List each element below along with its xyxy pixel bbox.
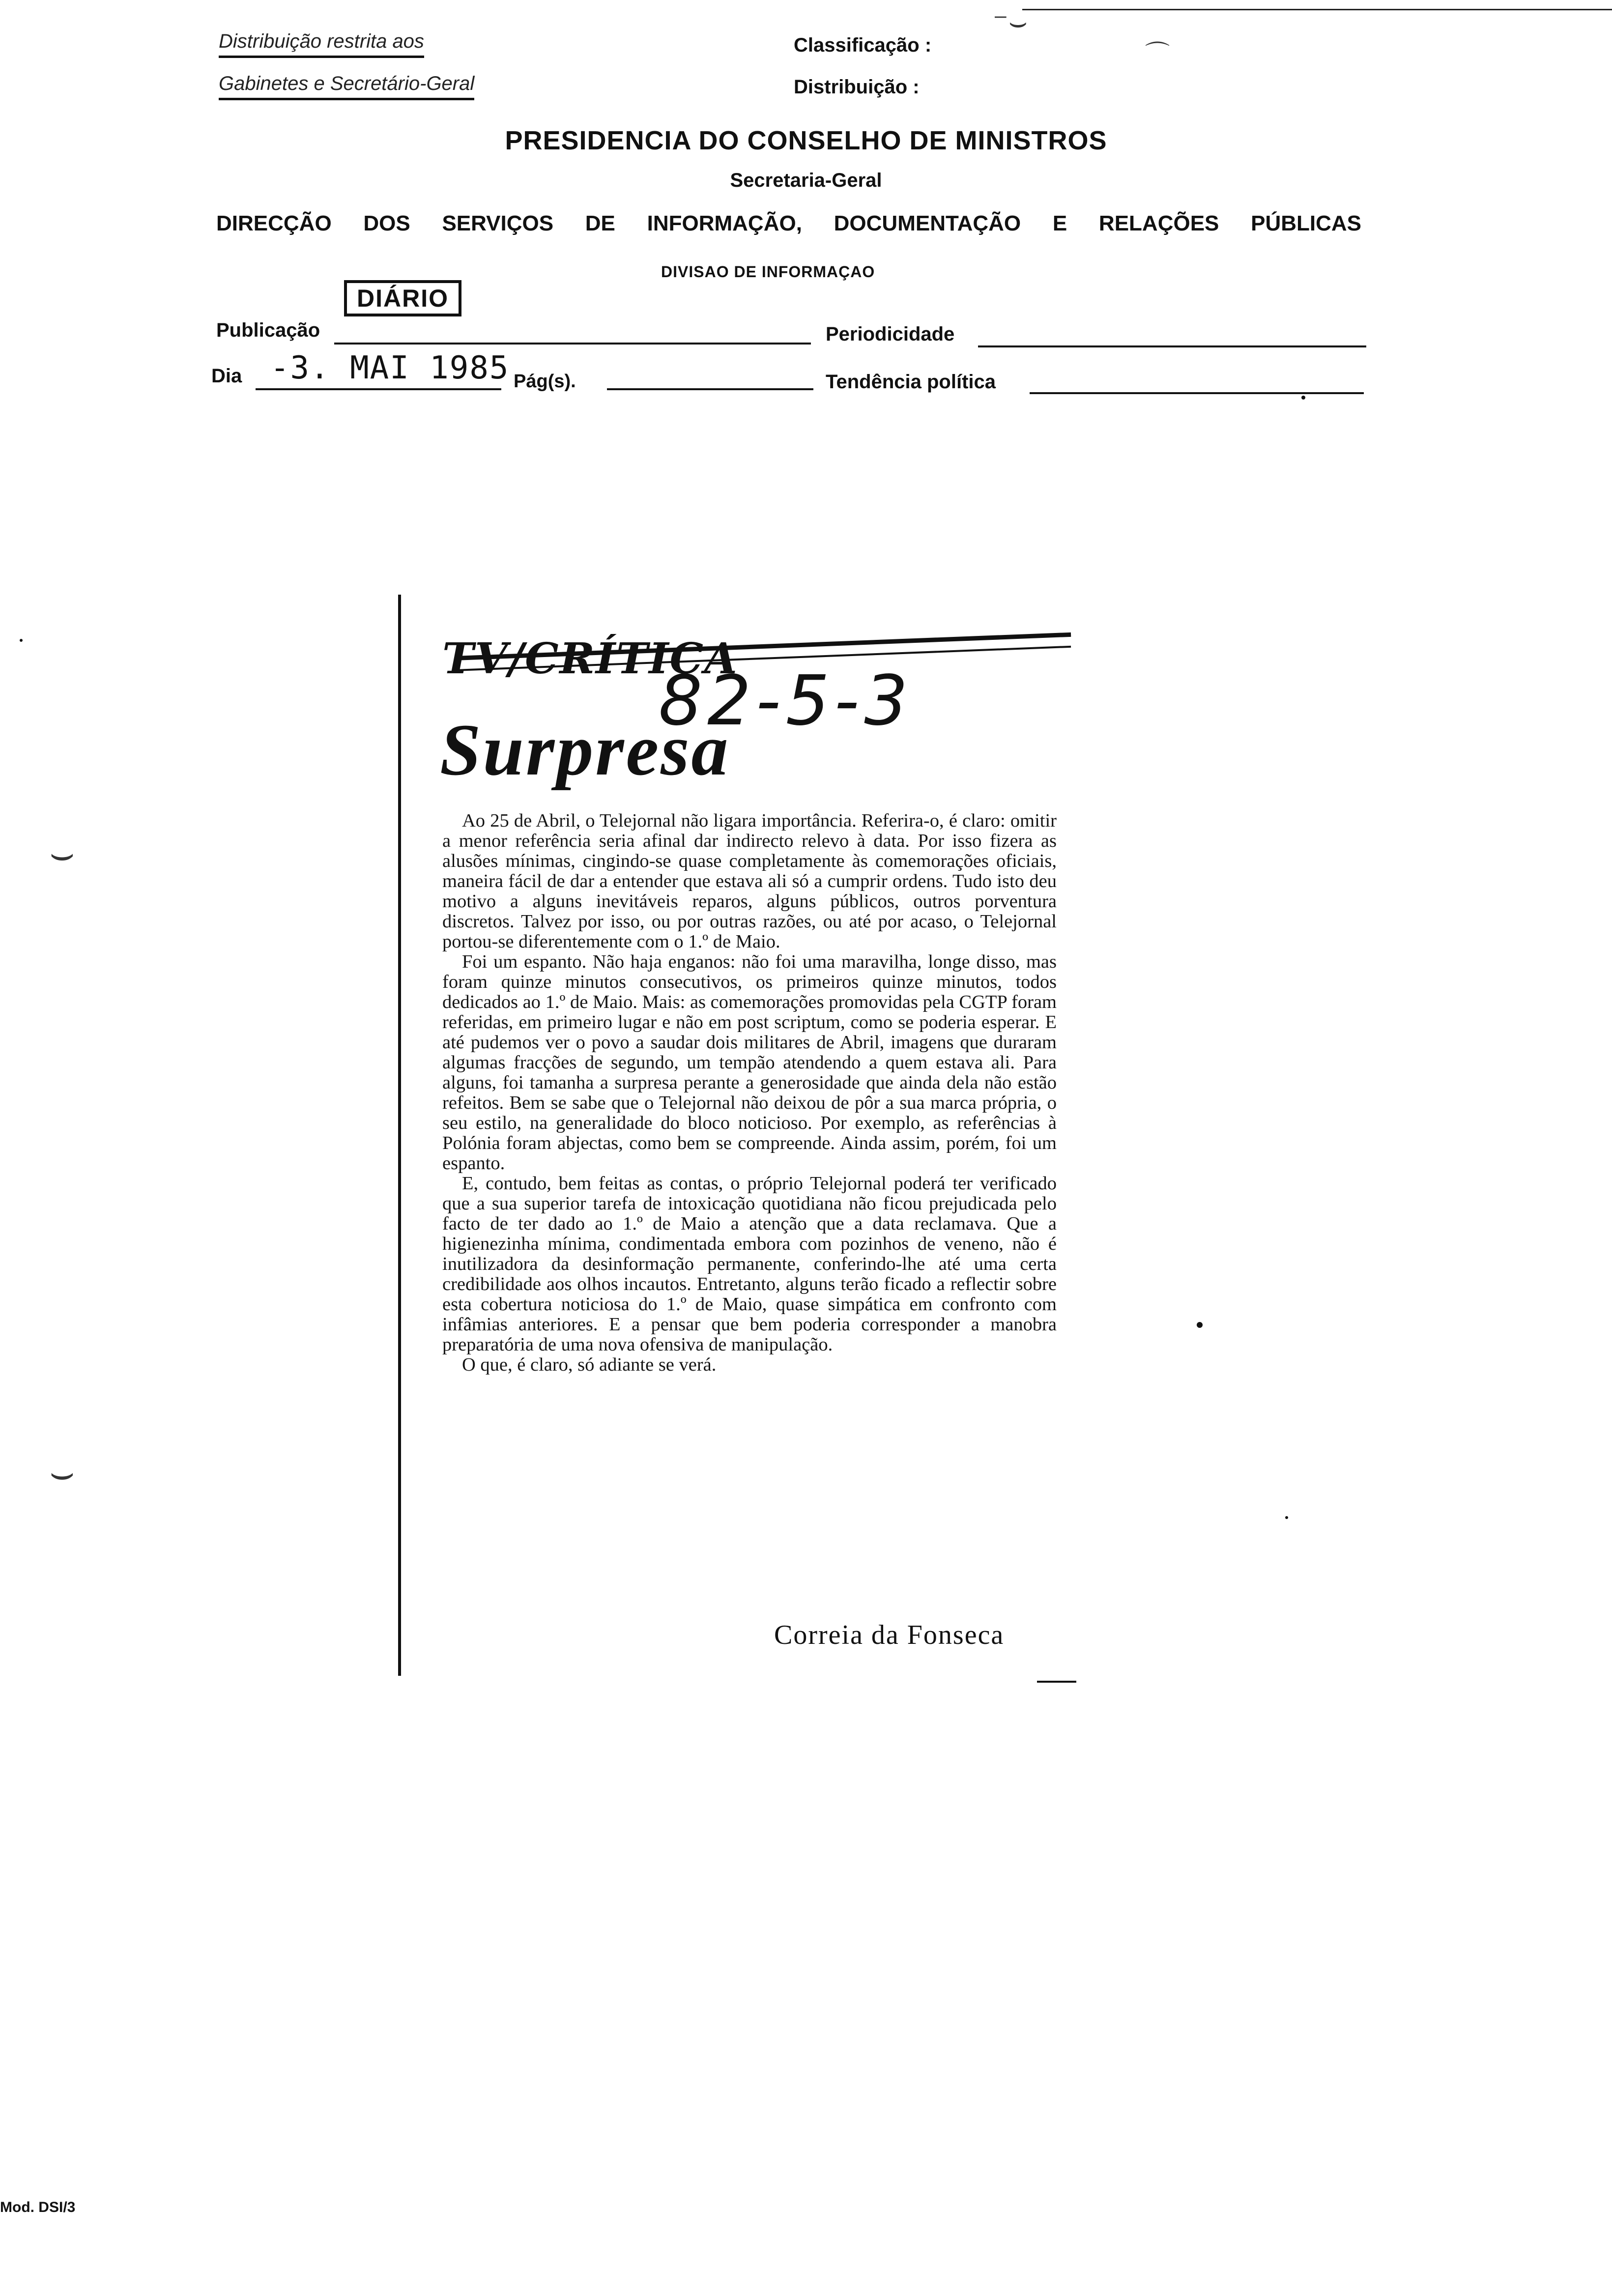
distribution-restriction-line1 <box>219 30 424 58</box>
pages-fill-line <box>607 388 813 390</box>
article-kicker: TV/CRÍTICA <box>442 634 738 684</box>
periodicity-fill-line <box>978 345 1366 347</box>
page-subtitle: Secretaria-Geral <box>730 170 882 191</box>
ink-mark: ⌒ <box>1145 40 1170 68</box>
day-value-stamp: -3. MAI 1985 <box>270 350 510 386</box>
punch-hole-mark: ⌣ <box>49 831 75 875</box>
periodicity-label: Periodicidade <box>826 323 955 345</box>
article-paragraph: Ao 25 de Abril, o Telejornal não ligara importância. Referira-o, é claro: omitir a menor referência seria afinal dar indirecto relevo à data. Por isso fizera as alusões mínimas, cingindo-se quase completamente às comemorações oficiais, maneira fácil de dar a entender que estava ali só a cumprir ordens. Tudo isto deu motivo a alguns inevitáveis reparos, alguns públicos, outros porventura discretos. Talvez por isso, ou por outras razões, ou até por acaso, o Telejornal portou-se diferentemente com o 1.º de Maio. <box>442 810 1057 952</box>
ink-dot <box>1301 396 1305 400</box>
article-paragraph: O que, é claro, só adiante se verá. <box>462 1354 717 1375</box>
clipping-left-border <box>398 595 401 1676</box>
distribution-label: Distribuição : <box>794 76 920 98</box>
article-headline: Surpresa <box>440 709 730 791</box>
underline <box>219 98 474 100</box>
classification-label: Classificação : <box>794 34 932 56</box>
article-end-rule <box>1037 1681 1076 1683</box>
form-code: Mod. DSI/3 <box>0 2199 76 2215</box>
article-paragraph: Foi um espanto. Não haja enganos: não foi uma maravilha, longe disso, mas foram quinze minutos consecutivos, os primeiros quinze minutos, todos dedicados ao 1.º de Maio. Mais: as comemorações promovidas pela CGTP foram referidas, em primeiro lugar e não em post scriptum, como se poderia esperar. E até pudemos ver o povo a saudar dois militares de Abril, imagens que duraram algumas fracções de segundo, um tempão atendendo a quem estava ali. Para alguns, foi tamanha a surpresa perante a generosidade que ainda dela não estão refeitos. Bem se sabe que o Telejornal não deixou de pôr a sua marca própria, o seu estilo, na generalidade do bloco noticioso. Por exemplo, as referências à Polónia foram abjectas, como bem se compreende. Ainda assim, porém, foi um espanto. <box>442 951 1057 1174</box>
article-body <box>442 811 1057 1375</box>
division-line: DIVISAO DE INFORMAÇAO <box>661 263 875 281</box>
publication-fill-line <box>334 343 811 344</box>
political-tendency-label: Tendência política <box>826 371 996 393</box>
page-title: PRESIDENCIA DO CONSELHO DE MINISTROS <box>505 126 1107 155</box>
article-paragraph: E, contudo, bem feitas as contas, o próprio Telejornal poderá ter verificado que a sua superior tarefa de intoxicação quotidiana não ficou prejudicada pelo facto de ter dado ao 1.º de Maio a atenção que a data reclamava. Que a higienezinha mínima, condimentada embora com pozinhos de veneno, não é inutilizadora da desinformação permanente, conferindo-lhe até uma certa credibilidade aos olhos incautos. Entretanto, alguns terão ficado a reflectir sobre esta cobertura noticiosa do 1.º de Maio, quase simpática em confronto com infâmias anteriores. E a pensar que bem poderia corresponder a manobra preparatória de uma nova ofensiva de manipulação. <box>442 1173 1057 1355</box>
ink-dot <box>20 639 23 642</box>
department-line: DIRECÇÃO DOS SERVIÇOS DE INFORMAÇÃO, DOCUMENTAÇÃO E RELAÇÕES PÚBLICAS <box>216 211 1361 235</box>
ink-mark: ⁻⌣ <box>993 5 1028 38</box>
distribution-restriction-text1: Distribuição restrita aos <box>219 30 424 52</box>
publication-label: Publicação <box>216 319 320 341</box>
pages-label: Pág(s). <box>514 371 576 392</box>
publication-stamp: DIÁRIO <box>344 280 461 316</box>
ink-dot <box>1285 1516 1288 1519</box>
top-edge-rule <box>1022 9 1612 10</box>
underline <box>219 56 424 58</box>
handwritten-note: 82-5-3 <box>659 661 913 741</box>
day-fill-line <box>256 388 501 390</box>
day-label: Dia <box>211 365 242 387</box>
punch-hole-mark: ⌣ <box>49 1450 75 1494</box>
article-byline: Correia da Fonseca <box>774 1620 1005 1650</box>
ink-dot <box>1197 1322 1203 1328</box>
distribution-restriction-line2 <box>219 73 474 100</box>
political-tendency-fill-line <box>1030 392 1364 394</box>
distribution-restriction-text2: Gabinetes e Secretário-Geral <box>219 73 475 94</box>
